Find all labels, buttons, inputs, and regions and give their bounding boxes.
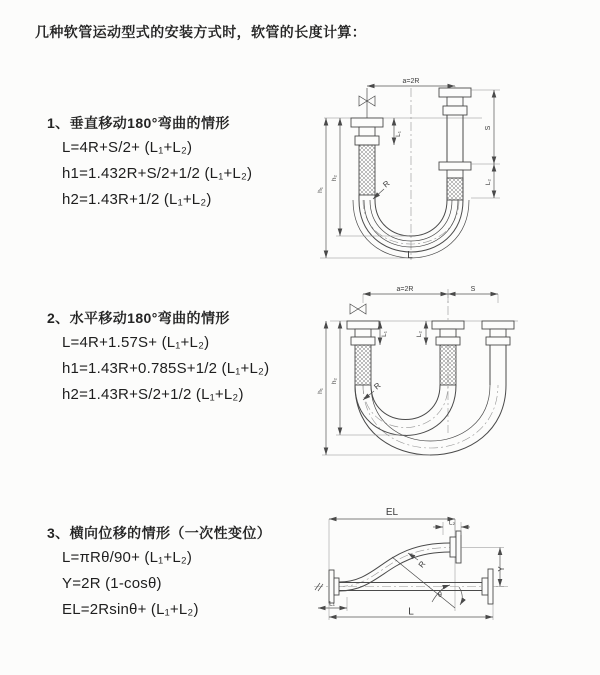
valve-icon [359,88,375,118]
dim-label-h2: h₂ [331,377,338,385]
section-3-formula-y: Y=2R (1-cosθ) [62,575,162,592]
valve-icon [350,304,366,314]
dim-label-el: EL [385,507,399,518]
section-1-formula-l: L=4R+S/2+ (L₁+L₂) [62,139,193,156]
page-title: 几种软管运动型式的安装方式时，软管的长度计算： [35,24,367,40]
radius-label: R [381,178,392,190]
dim-label-l1: L₁ [329,600,335,608]
dim-label-l2: L₂ [416,330,423,338]
theta-label: θ [438,592,442,599]
dim-label-l: L [408,606,414,618]
right-braided-section [447,178,463,200]
left-flange [351,118,383,145]
dim-label-l2: L₂ [485,178,492,186]
section-1-formula-h2: h2=1.43R+1/2 (L₁+L₂) [62,191,212,208]
left-braided-section [359,145,375,195]
dim-label-h1: h₁ [317,187,324,193]
right-flange [482,321,514,345]
dim-label-y: Y [497,566,506,572]
section-1-heading: 1、垂直移动180°弯曲的情形 [47,115,230,131]
diagram-vertical-180-bend [310,72,560,264]
left-flange [347,321,379,345]
dim-label-a2r: a=2R [402,78,420,85]
hose-centerline-arc-displaced [363,385,498,448]
section-2-formula-h1: h1=1.43R+0.785S+1/2 (L₁+L₂) [62,360,270,377]
left-braided-section [355,345,371,385]
hose-centerline-arc-original [363,385,448,428]
section-3-formula-el: EL=2Rsinθ+ (L₁+L₂) [62,601,199,618]
theta-arc-right [459,587,462,605]
diagram-horizontal-180-bend [318,283,573,469]
section-2-formula-l: L=4R+1.57S+ (L₁+L₂) [62,334,210,351]
hose-u-bends [355,345,506,455]
section-3-formula-l: L=πRθ/90+ (L₁+L₂) [62,549,193,566]
section-2-heading: 2、水平移动180°弯曲的情形 [47,310,230,326]
dim-label-s: S [485,125,492,131]
diagram-lateral-displacement [312,498,600,633]
section-3-heading: 3、横向位移的情形（一次性变位） [47,525,272,541]
radius-label: R [372,380,383,392]
radius-label: R [416,559,428,570]
right-upper-flange [439,88,471,115]
section-2-formula-h2: h2=1.43R+S/2+1/2 (L₁+L₂) [62,386,244,403]
dim-label-h1: h₁ [317,388,324,394]
dim-label-a2r: a=2R [396,286,414,293]
break-mark [315,583,323,591]
dim-label-l2: L₂ [448,519,456,527]
left-flange [329,570,339,603]
middle-flange [432,321,464,345]
right-lower-flange [439,162,471,178]
middle-braided-section [440,345,456,385]
dim-label-l1: L₁ [395,131,402,137]
section-1-formula-h1: h1=1.432R+S/2+1/2 (L₁+L₂) [62,165,253,182]
dim-label-s: S [470,286,476,293]
dim-label-l1: L₁ [381,331,388,337]
dim-label-h2: h₂ [331,174,338,182]
length-label: L [407,250,413,261]
